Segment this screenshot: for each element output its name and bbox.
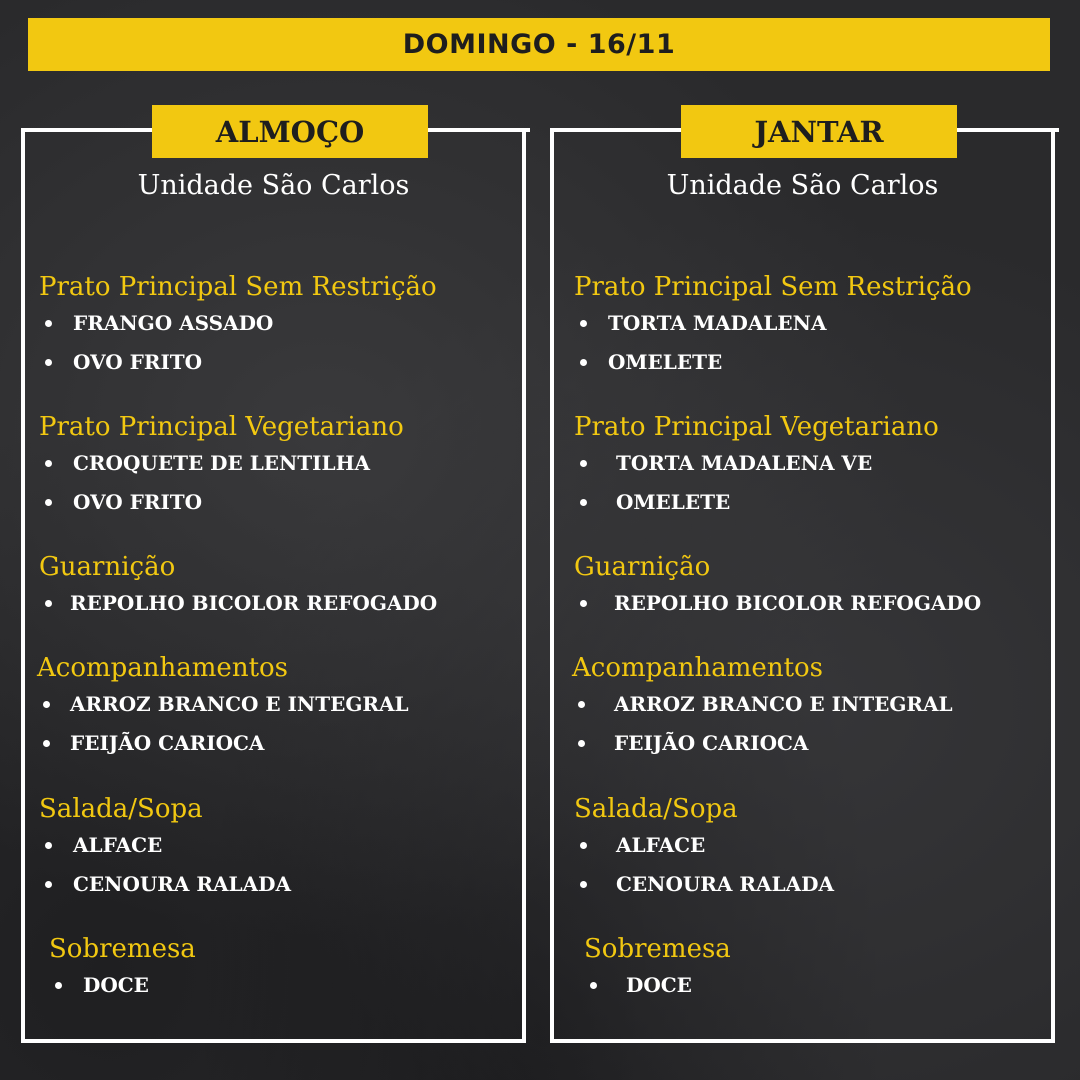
lunch-tab <box>152 105 428 158</box>
list-item: FEIJÃO CARIOCA <box>572 724 953 763</box>
header-bar <box>28 18 1050 71</box>
list-item: OMELETE <box>574 483 939 522</box>
list-item: TORTA MADALENA <box>574 304 972 343</box>
list-item: OVO FRITO <box>39 483 404 522</box>
section-title: Prato Principal Vegetariano <box>39 412 404 442</box>
dinner-section-garnish <box>574 550 981 623</box>
page-title: DOMINGO - 16/11 <box>402 29 676 60</box>
lunch-unit-name: Unidade São Carlos <box>137 170 410 201</box>
dinner-section-sides <box>572 651 953 763</box>
list-item: DOCE <box>49 966 196 1005</box>
dinner-section-salad <box>574 792 834 904</box>
list-item: ARROZ BRANCO E INTEGRAL <box>37 685 409 724</box>
list-item: OMELETE <box>574 343 972 382</box>
panel-border-top <box>550 128 681 132</box>
dinner-tab-label: JANTAR <box>754 114 884 149</box>
lunch-section-salad <box>39 792 291 904</box>
list-item: TORTA MADALENA VE <box>574 444 939 483</box>
dinner-panel <box>550 114 1055 1043</box>
list-item: ALFACE <box>39 826 291 865</box>
dinner-tab <box>681 105 957 158</box>
section-title: Prato Principal Sem Restrição <box>39 272 437 302</box>
list-item: DOCE <box>584 966 731 1005</box>
section-title: Sobremesa <box>584 934 731 964</box>
list-item: FRANGO ASSADO <box>39 304 437 343</box>
dinner-section-main <box>574 270 972 382</box>
list-item: OVO FRITO <box>39 343 437 382</box>
lunch-tab-label: ALMOÇO <box>215 114 365 149</box>
dinner-section-vegetarian <box>574 410 939 522</box>
lunch-panel <box>21 114 526 1043</box>
panel-border-top <box>955 128 1059 132</box>
dinner-unit-name: Unidade São Carlos <box>666 170 939 201</box>
list-item: CENOURA RALADA <box>574 865 834 904</box>
lunch-section-vegetarian <box>39 410 404 522</box>
list-item: REPOLHO BICOLOR REFOGADO <box>574 584 981 623</box>
lunch-section-sides <box>37 651 409 763</box>
section-title: Salada/Sopa <box>574 794 738 824</box>
list-item: CENOURA RALADA <box>39 865 291 904</box>
list-item: FEIJÃO CARIOCA <box>37 724 409 763</box>
list-item: REPOLHO BICOLOR REFOGADO <box>39 584 437 623</box>
list-item: ALFACE <box>574 826 834 865</box>
section-title: Guarnição <box>39 552 176 582</box>
lunch-section-garnish <box>39 550 437 623</box>
dinner-section-dessert <box>584 932 731 1005</box>
section-title: Salada/Sopa <box>39 794 203 824</box>
section-title: Guarnição <box>574 552 711 582</box>
section-title: Prato Principal Vegetariano <box>574 412 939 442</box>
lunch-section-main <box>39 270 437 382</box>
panel-border-top <box>426 128 530 132</box>
section-title: Prato Principal Sem Restrição <box>574 272 972 302</box>
lunch-section-dessert <box>49 932 196 1005</box>
panel-border-top <box>21 128 152 132</box>
section-title: Acompanhamentos <box>572 653 824 683</box>
section-title: Sobremesa <box>49 934 196 964</box>
list-item: CROQUETE DE LENTILHA <box>39 444 404 483</box>
section-title: Acompanhamentos <box>37 653 289 683</box>
list-item: ARROZ BRANCO E INTEGRAL <box>572 685 953 724</box>
